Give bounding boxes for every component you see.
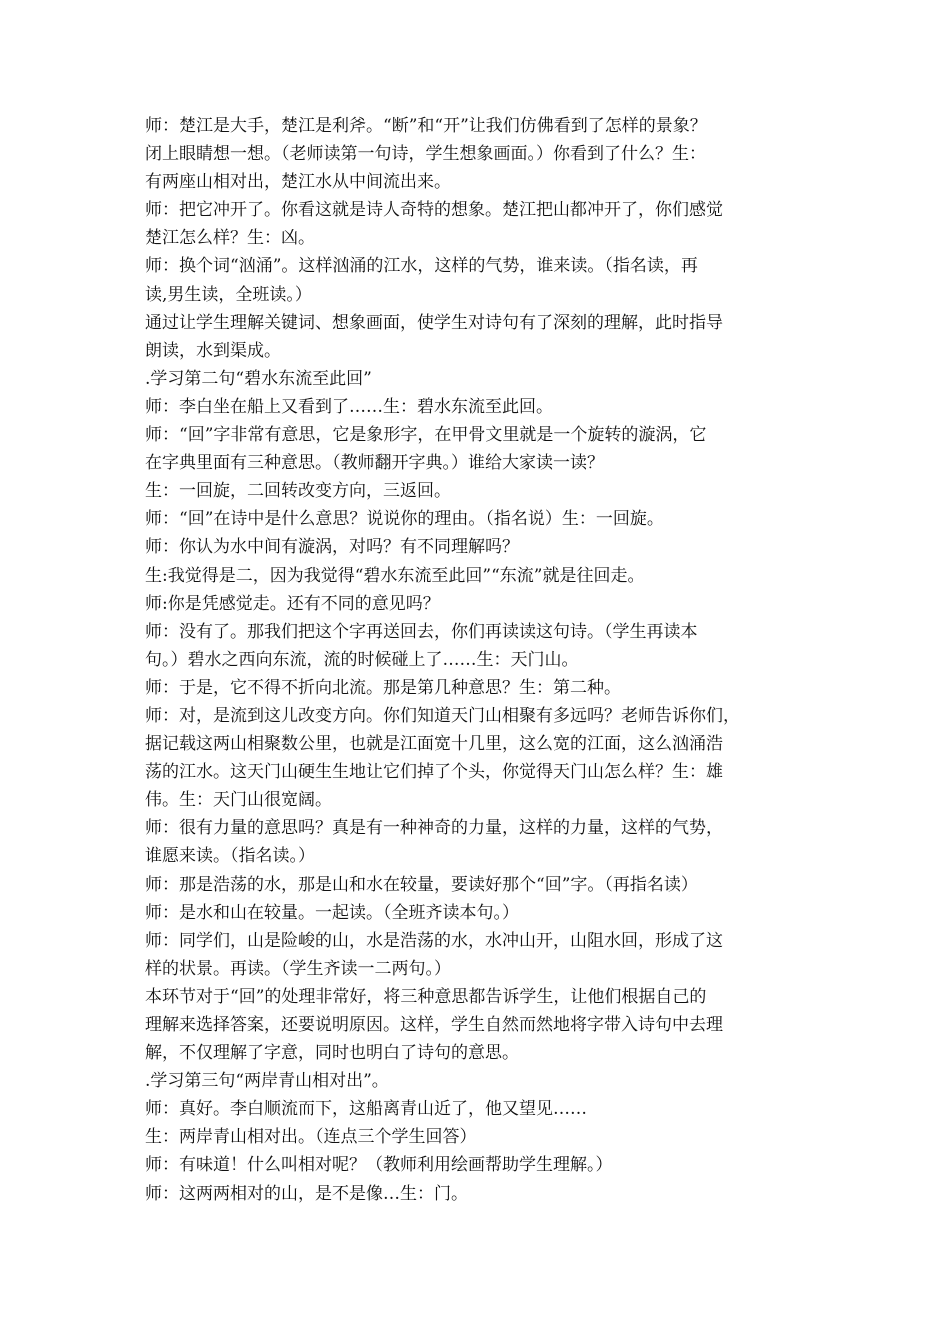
text-line: 师：于是，它不得不折向北流。那是第几种意思？生：第二种。	[145, 677, 621, 698]
text-line: 师：李白坐在船上又看到了……生：碧水东流至此回。	[145, 396, 553, 417]
text-line: 师：没有了。那我们把这个字再送回去，你们再读读这句诗。（学生再读本	[145, 621, 698, 642]
text-line: 师：楚江是大手，楚江是利斧。“断”和“开”让我们仿佛看到了怎样的景象？	[145, 116, 707, 136]
text-line: 生：一回旋，二回转改变方向，三返回。	[145, 481, 451, 502]
text-line: 有两座山相对出，楚江水从中间流出来。	[145, 172, 451, 193]
text-line: 师：换个词“汹涌”。这样汹涌的江水，这样的气势，谁来读。（指名读，再	[145, 256, 698, 277]
text-line: .学习第二句“碧水东流至此回”	[145, 368, 372, 389]
text-line: 师：“回”字非常有意思，它是象形字，在甲骨文里就是一个旋转的漩涡，它	[145, 425, 707, 446]
text-line: 师：有味道！什么叫相对呢？（教师利用绘画帮助学生理解。）	[145, 1155, 613, 1176]
text-line: 师：这两两相对的山，是不是像…生：门。	[145, 1183, 468, 1204]
text-line: 在字典里面有三种意思。（教师翻开字典。）谁给大家读一读？	[145, 453, 604, 474]
document-page	[145, 112, 813, 1208]
text-line: 通过让学生理解关键词、想象画面，使学生对诗句有了深刻的理解，此时指导	[145, 312, 723, 333]
text-line: 师：“回”在诗中是什么意思？说说你的理由。（指名说）生：一回旋。	[145, 509, 664, 530]
text-line: 本环节对于“回”的处理非常好，将三种意思都告诉学生，让他们根据自己的	[145, 986, 707, 1007]
text-line: 生：两岸青山相对出。（连点三个学生回答）	[145, 1127, 477, 1148]
text-line: 师：把它冲开了。你看这就是诗人奇特的想象。楚江把山都冲开了，你们感觉	[145, 200, 723, 221]
text-line: 伟。生：天门山很宽阔。	[145, 790, 332, 811]
text-line: 闭上眼睛想一想。（老师读第一句诗，学生想象画面。）你看到了什么？生：	[145, 144, 706, 165]
text-line: 据记载这两山相聚数公里，也就是江面宽十几里，这么宽的江面，这么汹涌浩	[145, 734, 723, 755]
text-line: 师：对，是流到这儿改变方向。你们知道天门山相聚有多远吗？老师告诉你们，	[145, 705, 740, 726]
text-line: 解，不仅理解了字意，同时也明白了诗句的意思。	[145, 1043, 519, 1064]
text-line: 朗读，水到渠成。	[145, 340, 281, 361]
text-line: 理解来选择答案，还要说明原因。这样，学生自然而然地将字带入诗句中去理	[145, 1015, 723, 1035]
text-line: .学习第三句“两岸青山相对出”。	[145, 1071, 389, 1092]
text-line: 句。）碧水之西向东流，流的时候碰上了……生：天门山。	[145, 649, 579, 670]
text-line: 师：真好。李白顺流而下，这船离青山近了，他又望见……	[145, 1099, 587, 1120]
text-line: 师：很有力量的意思吗？真是有一种神奇的力量，这样的力量，这样的气势，	[145, 818, 723, 839]
text-line: 生:我觉得是二，因为我觉得“碧水东流至此回”“东流”就是往回走。	[145, 565, 645, 586]
text-line: 楚江怎么样？生：凶。	[145, 228, 315, 249]
text-line: 师:你是凭感觉走。还有不同的意见吗？	[145, 593, 440, 614]
text-line: 师：同学们，山是险峻的山，水是浩荡的水，水冲山开，山阻水回，形成了这	[145, 930, 723, 951]
text-line: 读,男生读，全班读。）	[145, 284, 312, 305]
text-line: 谁愿来读。（指名读。）	[145, 846, 315, 867]
text-line: 师：你认为水中间有漩涡，对吗？有不同理解吗？	[145, 537, 519, 558]
text-line: 样的状景。再读。（学生齐读一二两句。）	[145, 958, 451, 979]
text-line: 荡的江水。这天门山硬生生地让它们掉了个头，你觉得天门山怎么样？生：雄	[145, 762, 723, 783]
text-line: 师：那是浩荡的水，那是山和水在较量，要读好那个“回”字。（再指名读）	[145, 874, 698, 895]
text-line: 师：是水和山在较量。一起读。（全班齐读本句。）	[145, 902, 519, 923]
